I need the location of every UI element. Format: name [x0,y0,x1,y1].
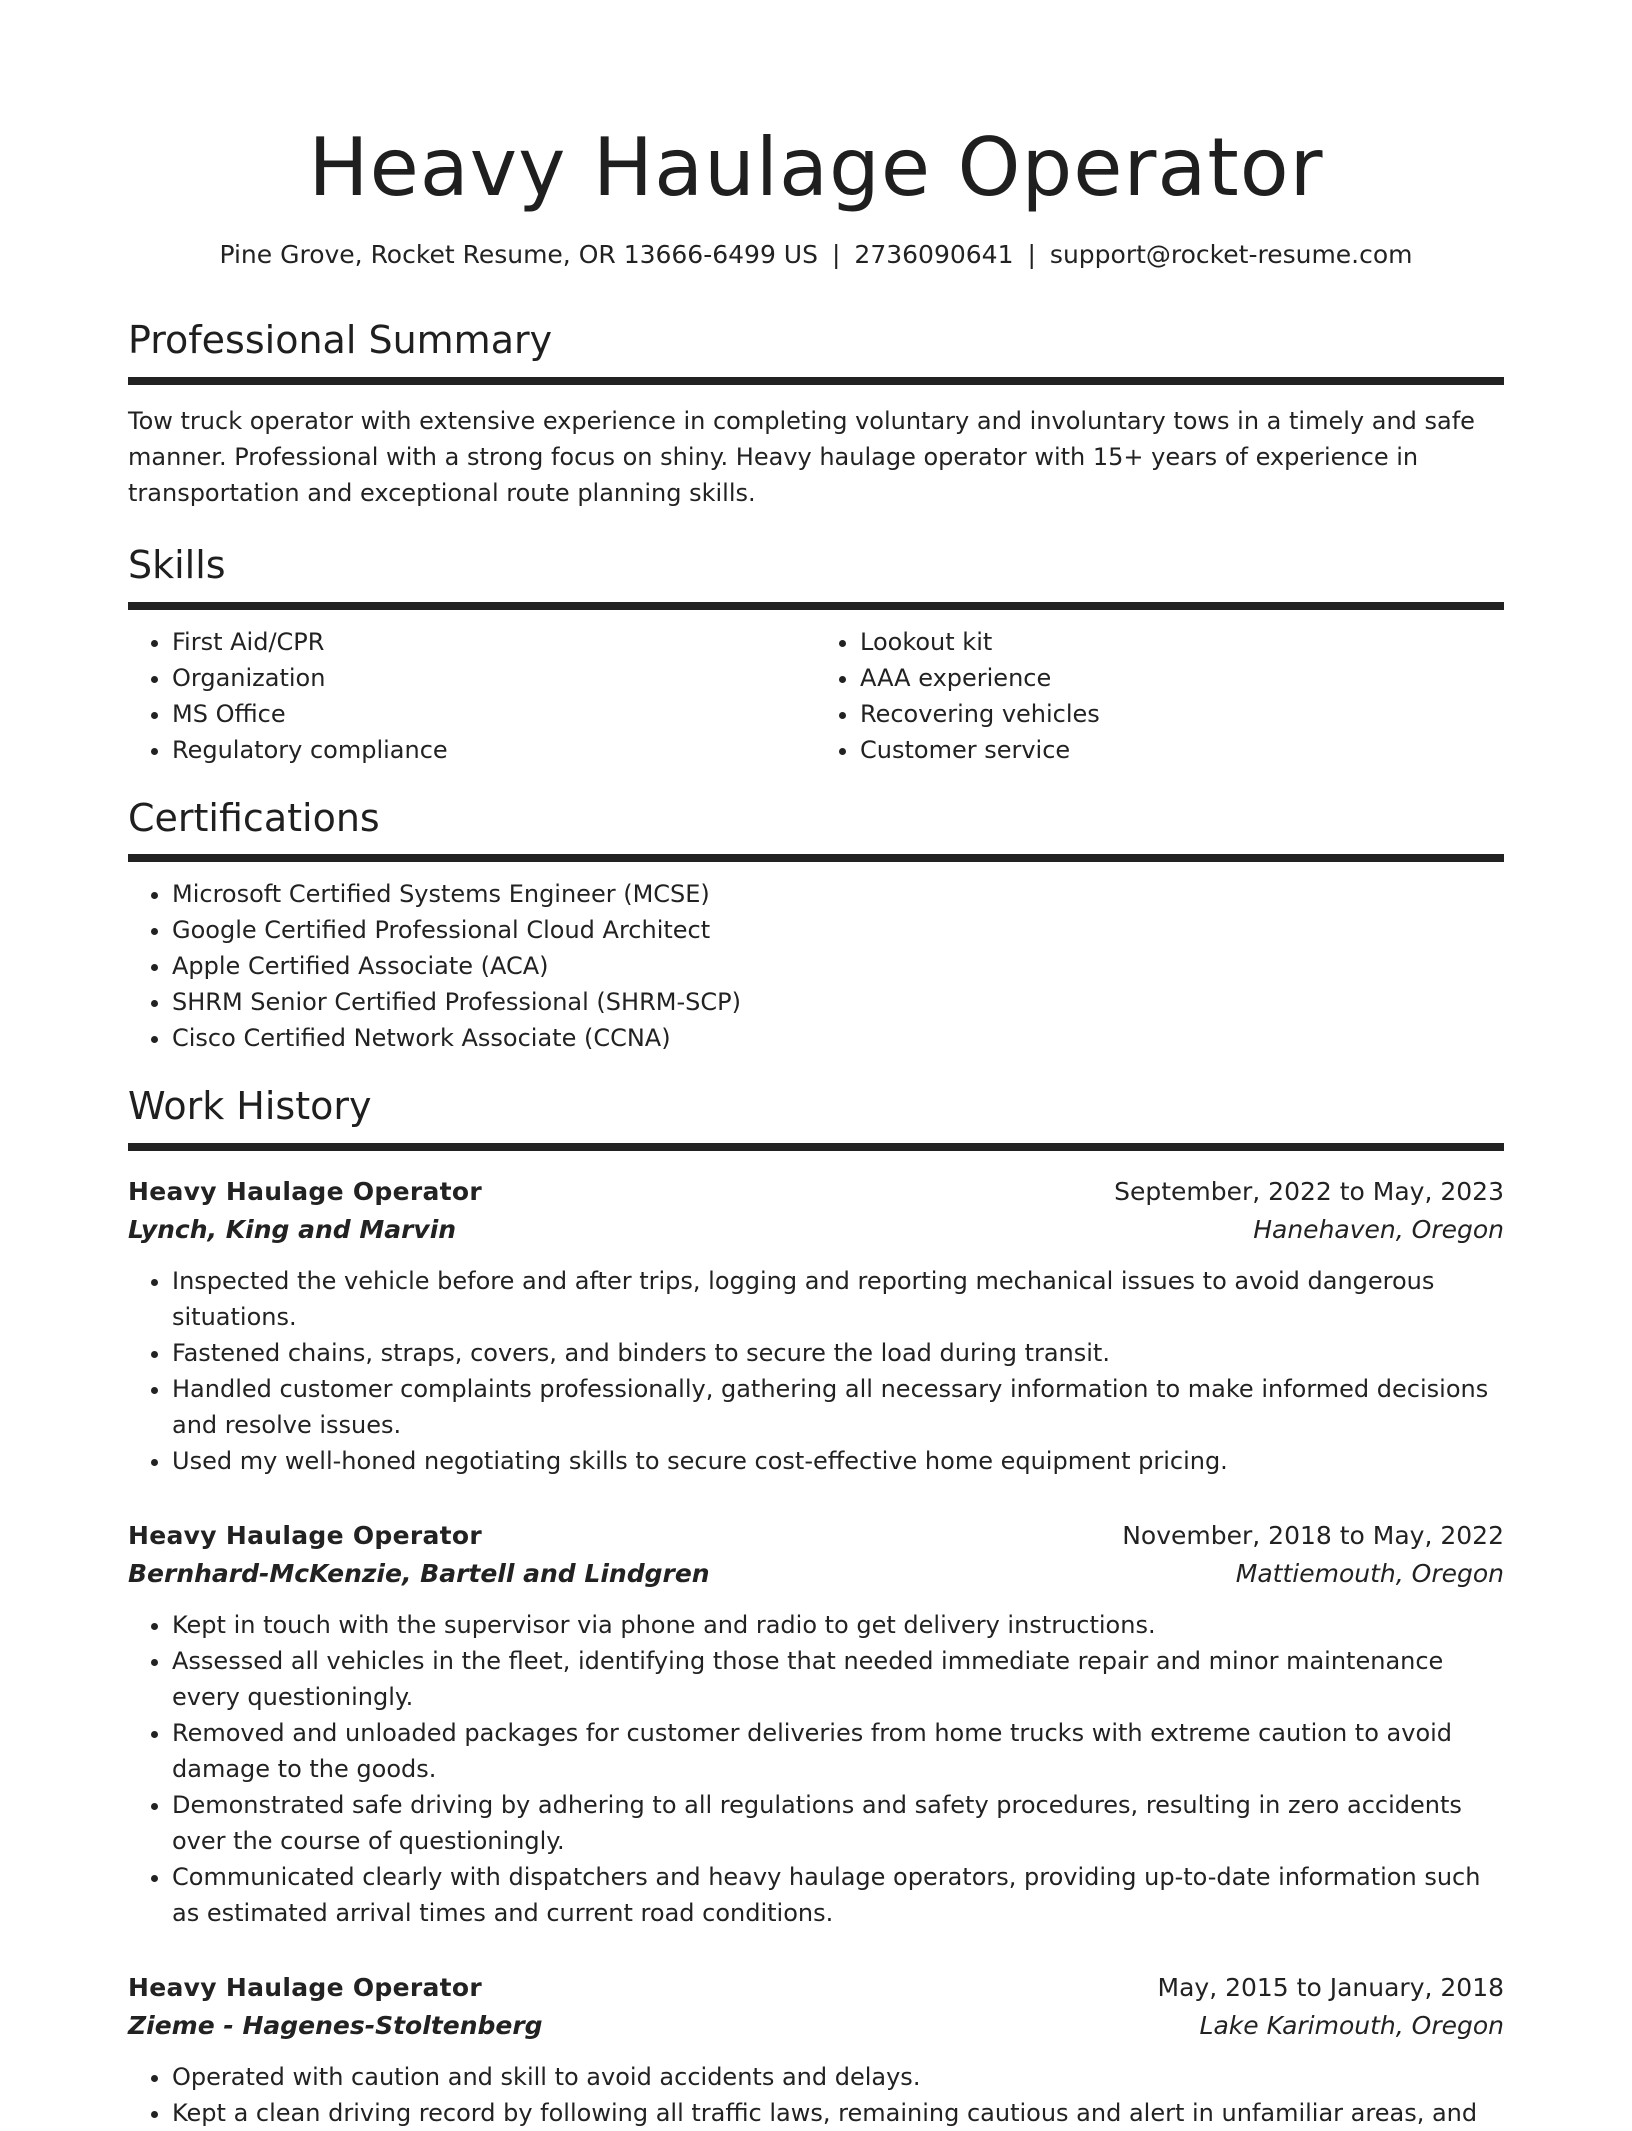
certification-item: • Google Certified Professional Cloud Architect [172,912,1504,948]
certifications-list [128,876,1504,1056]
job-title: Heavy Haulage Operator [128,1973,482,2003]
job-entry [128,1969,1504,2131]
job-header-row [128,1173,1504,1211]
job-dates: November, 2018 to May, 2022 [1122,1521,1504,1551]
job-entry [128,1517,1504,1931]
contact-address: Pine Grove, Rocket Resume, OR 13666-6499 US [219,240,818,269]
job-header-row [128,1969,1504,2007]
certification-item: • Microsoft Certified Systems Engineer (MCSE) [172,876,1504,912]
contact-separator: | [1027,240,1036,269]
job-title: Heavy Haulage Operator [128,1177,482,1207]
contact-email: support@rocket-resume.com [1049,240,1413,269]
job-company: Lynch, King and Marvin [128,1215,457,1245]
contact-separator: | [831,240,841,269]
job-bullet: • Kept in touch with the supervisor via phone and radio to get delivery instructions. [172,1607,1504,1643]
section-rule [128,377,1504,385]
job-location: Mattiemouth, Oregon [1235,1559,1504,1589]
resume-name: Heavy Haulage Operator [308,121,1324,214]
certification-item: • SHRM Senior Certified Professional (SHRM-SCP) [172,984,1504,1020]
skills-list-left [128,624,816,768]
job-bullet: • Kept a clean driving record by following all traffic laws, remaining cautious and alert in unfamiliar areas, and [172,2095,1504,2131]
contact-line [128,240,1504,270]
skill-item: • Recovering vehicles [860,696,1504,732]
skill-item: • Organization [172,660,816,696]
section-rule [128,602,1504,610]
job-company-row [128,1555,1504,1593]
skills-list-right [816,624,1504,768]
skill-item: • Regulatory compliance [172,732,816,768]
skills-heading: Skills [128,542,226,587]
job-bullets [128,1263,1504,1479]
resume-page [128,0,1504,2131]
summary-section [128,320,1504,511]
job-company-row [128,2007,1504,2045]
job-title: Heavy Haulage Operator [128,1521,482,1551]
section-rule [128,1143,1504,1151]
section-rule [128,854,1504,862]
job-company: Bernhard-McKenzie, Bartell and Lindgren [128,1559,710,1589]
job-bullet: • Demonstrated safe driving by adhering to all regulations and safety procedures, resulting in zero accidents over the course of questioningly. [172,1787,1504,1859]
skill-item: • MS Office [172,696,816,732]
job-bullet: • Fastened chains, straps, covers, and binders to secure the load during transit. [172,1335,1504,1371]
skills-section [128,542,1504,768]
skill-item: • Lookout kit [860,624,1504,660]
certifications-heading: Certifications [128,795,380,840]
job-location: Lake Karimouth, Oregon [1199,2011,1504,2041]
work-history-section [128,1086,1504,2131]
job-company: Zieme - Hagenes-Stoltenberg [128,2011,543,2041]
certifications-section [128,795,1504,1057]
certification-item: • Cisco Certified Network Associate (CCNA) [172,1020,1504,1056]
skills-grid [128,610,1504,768]
job-location: Hanehaven, Oregon [1253,1215,1504,1245]
job-bullets [128,2059,1504,2131]
skill-item: • Customer service [860,732,1504,768]
job-entry [128,1173,1504,1479]
job-bullet: • Communicated clearly with dispatchers and heavy haulage operators, providing up-to-date information such as estimated arrival times and current road conditions. [172,1859,1504,1931]
job-company-row [128,1211,1504,1249]
skill-item: • AAA experience [860,660,1504,696]
summary-heading: Professional Summary [128,318,553,362]
job-dates: September, 2022 to May, 2023 [1114,1177,1504,1207]
work-history-heading: Work History [128,1084,372,1129]
job-bullet: • Assessed all vehicles in the fleet, identifying those that needed immediate repair and minor maintenance every questioningly. [172,1643,1504,1715]
contact-phone: 2736090641 [854,240,1014,269]
job-dates: May, 2015 to January, 2018 [1157,1973,1504,2003]
job-bullet: • Inspected the vehicle before and after trips, logging and reporting mechanical issues to avoid dangerous situations. [172,1263,1504,1335]
job-bullet: • Used my well-honed negotiating skills to secure cost-effective home equipment pricing. [172,1443,1504,1479]
skill-item: • First Aid/CPR [172,624,816,660]
job-bullet: • Operated with caution and skill to avoid accidents and delays. [172,2059,1504,2095]
job-bullets [128,1607,1504,1931]
job-bullet: • Removed and unloaded packages for customer deliveries from home trucks with extreme caution to avoid damage to the goods. [172,1715,1504,1787]
job-header-row [128,1517,1504,1555]
summary-text: Tow truck operator with extensive experience in completing voluntary and involuntary tows in a timely and safe manner. Professional with a strong focus on shiny. Heavy haulage operator with 15+ years of experience in transportation and exceptional route planning skills. [128,406,1475,507]
certification-item: • Apple Certified Associate (ACA) [172,948,1504,984]
job-bullet: • Handled customer complaints professionally, gathering all necessary information to make informed decisions and resolve issues. [172,1371,1504,1443]
